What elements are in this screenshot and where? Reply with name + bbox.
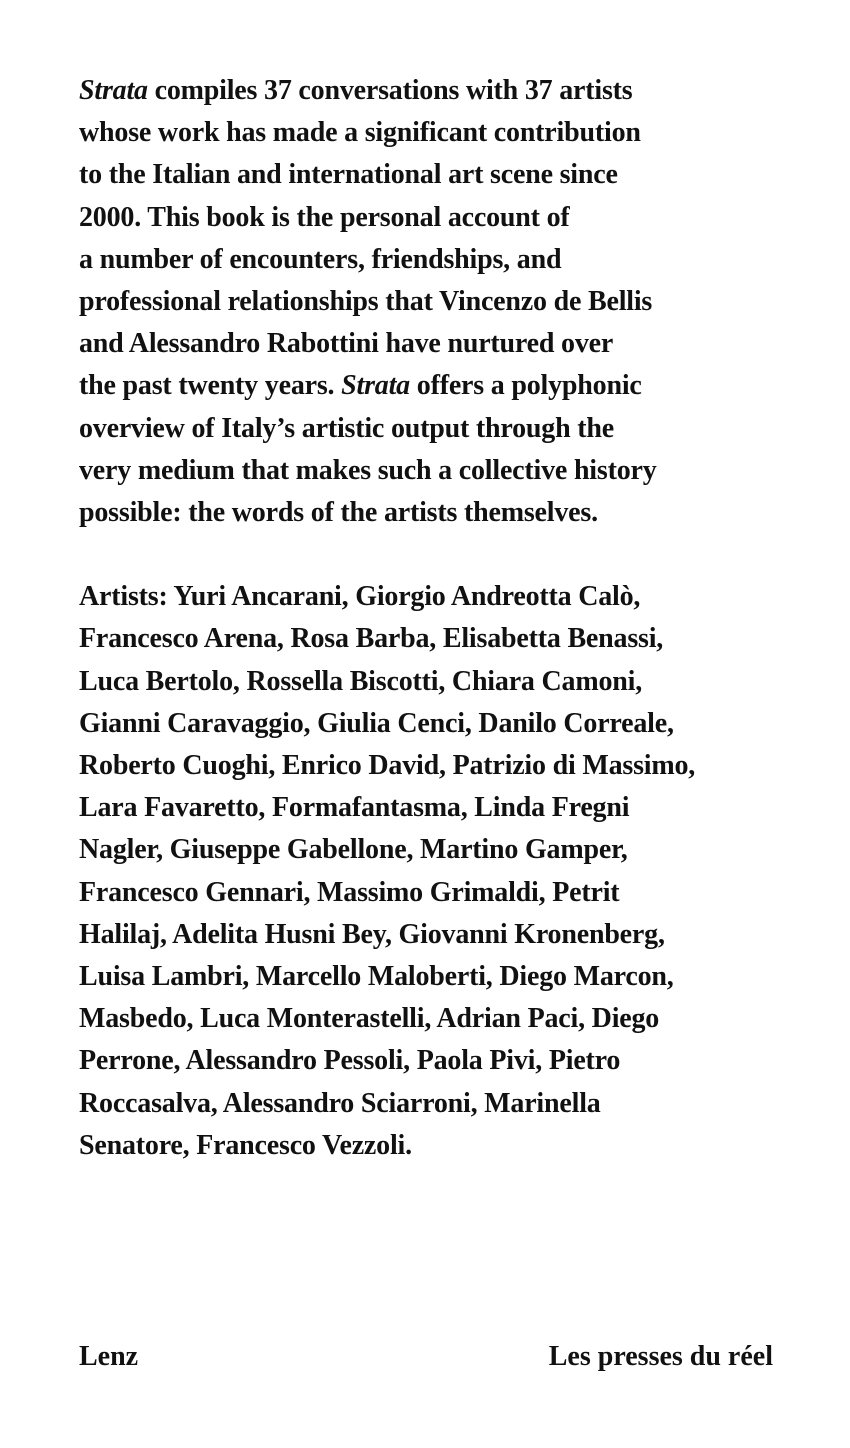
artists-line: Francesco Arena, Rosa Barba, Elisabetta Benassi, <box>79 623 664 655</box>
description-line: to the Italian and international art scene since <box>79 159 618 191</box>
artists-line: Francesco Gennari, Massimo Grimaldi, Petrit <box>79 876 620 908</box>
description-line: 2000. This book is the personal account of <box>79 201 570 233</box>
artists-line: Roccasalva, Alessandro Sciarroni, Marinella <box>79 1087 601 1119</box>
description-line: professional relationships that Vincenzo de Bellis <box>79 286 653 318</box>
artists-line: Artists: Yuri Ancarani, Giorgio Andreotta Calò, <box>79 581 641 613</box>
book-title: Strata <box>341 370 410 402</box>
artists-line: Luca Bertolo, Rossella Biscotti, Chiara Camoni, <box>79 665 643 697</box>
artists-line: Lara Favaretto, Formafantasma, Linda Fregni <box>79 792 630 824</box>
description-line: overview of Italy’s artistic output through the <box>79 412 615 444</box>
artists-line: Roberto Cuoghi, Enrico David, Patrizio di Massimo, <box>79 750 696 782</box>
description-line: and Alessandro Rabottini have nurtured over <box>79 328 614 360</box>
artists-line: Gianni Caravaggio, Giulia Cenci, Danilo Correale, <box>79 707 674 739</box>
artists-line: Halilaj, Adelita Husni Bey, Giovanni Kronenberg, <box>79 918 665 950</box>
artists-line: Nagler, Giuseppe Gabellone, Martino Gamper, <box>79 834 628 866</box>
back-cover-text <box>79 70 779 1167</box>
artists-line: Senatore, Francesco Vezzoli. <box>79 1129 412 1161</box>
artists-line: Masbedo, Luca Monterastelli, Adrian Paci, Diego <box>79 1003 660 1035</box>
publisher-les-presses-du-reel: Les presses du réel <box>548 1341 773 1372</box>
publishers-footer <box>79 1336 773 1378</box>
artists-list <box>79 576 779 1167</box>
description-line: whose work has made a significant contribution <box>79 117 641 149</box>
publisher-lenz: Lenz <box>79 1341 139 1372</box>
book-title: Strata <box>79 75 148 106</box>
book-description <box>79 70 779 534</box>
artists-line: Luisa Lambri, Marcello Maloberti, Diego Marcon, <box>79 961 674 993</box>
description-line: very medium that makes such a collective history <box>79 454 657 486</box>
description-line: possible: the words of the artists themselves. <box>79 497 598 529</box>
description-line: a number of encounters, friendships, and <box>79 243 562 275</box>
description-line: the past twenty years. Strata offers a polyphonic <box>79 370 642 402</box>
description-line: Strata compiles 37 conversations with 37 artists <box>79 75 633 106</box>
artists-line: Perrone, Alessandro Pessoli, Paola Pivi, Pietro <box>79 1045 621 1077</box>
